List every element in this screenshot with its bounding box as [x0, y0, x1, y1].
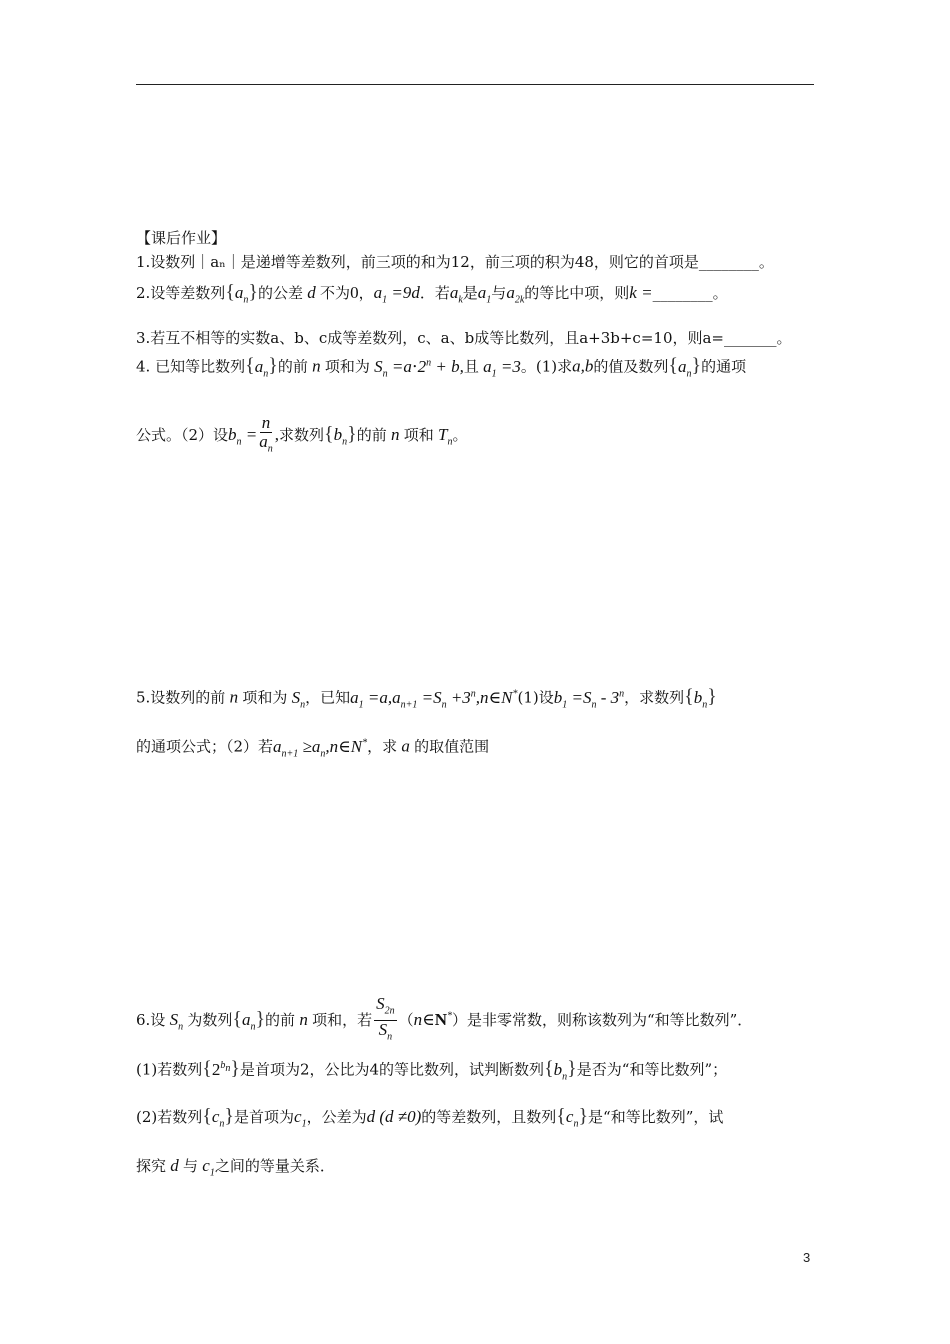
math: $a_{2k}$: [506, 283, 525, 306]
math: d (d ≠0): [366, 1107, 422, 1126]
math: $2^{b_n}$: [211, 1059, 231, 1079]
math: $a_n$: [234, 283, 249, 306]
math: $b_n$: [693, 687, 708, 711]
math: $a_k$: [449, 283, 463, 306]
question-4: 4. 已知等比数列$\{a_n\}$的前 n 项和为 $S_n =a\cdot 2^n + b$,且 $a_1 =3$。(1)求a,b的值及数列$\{a_n\}$的通项: [136, 354, 747, 380]
math: $b_n$ =: [228, 425, 258, 448]
math: a,b: [572, 356, 594, 376]
math: n: [386, 425, 404, 445]
math: n∈N*: [413, 1009, 452, 1029]
q2-text: 2.设等差数列: [136, 284, 226, 302]
math: $b_n$: [553, 1059, 568, 1083]
math: $b_n$: [333, 425, 348, 448]
math: $b_1 =S_n - 3^n$: [553, 687, 625, 711]
math: $a_n$: [678, 356, 692, 380]
math: $S_n$: [165, 1009, 184, 1033]
math: $a_1 =3$: [478, 356, 521, 380]
math: n: [307, 356, 325, 376]
math: $c_1$: [198, 1156, 215, 1179]
section-title: 【课后作业】: [136, 229, 227, 247]
math: $a_n$: [241, 1009, 256, 1033]
brace: {: [225, 281, 235, 303]
math: $a_n$: [254, 356, 269, 380]
math: 0: [350, 283, 359, 302]
fraction: $\frac{S_{2n}}{S_n}$: [376, 994, 395, 1043]
math: $c_n$: [565, 1107, 579, 1130]
math: $c_n$: [211, 1107, 225, 1130]
math: $a_{n+1}$ $\ge a_n,n\in N^*$: [273, 736, 368, 760]
math: a: [397, 736, 415, 756]
question-6-part-2: (2)若数列$\{c_n\}$是首项为$c_1$，公差为d (d ≠0)的等差数列，且数列$\{c_n\}$是“和等比数列”，试: [136, 1105, 724, 1130]
math: k =: [629, 283, 653, 302]
math: $T_n$: [433, 425, 453, 448]
math: d: [303, 283, 321, 302]
math: $a_1 =9d$: [373, 283, 420, 306]
math: $c_1$: [294, 1107, 307, 1130]
question-2: 2.设等差数列$\{a_n\}$的公差 d 不为0，$a_1 =9d$．若$a_k$是$a_1$与$a_{2k}$的等比中项，则k =________。: [136, 281, 728, 306]
question-5: 5.设数列的前 n 项和为 $S_n$，已知$a_1 =a,a_{n+1} =S_n$ $+3^n,n\in N^*(1)$设$b_1 =S_n - 3^n$，求数列$\{b_n\}$: [136, 685, 717, 711]
math: $S_n =a\cdot 2^n + b$,: [369, 356, 464, 380]
math: n: [295, 1009, 313, 1029]
math: n: [225, 687, 243, 707]
question-3: 3.若互不相等的实数a、b、c成等差数列，c、a、b成等比数列，且a+3b+c=10，则a=_______。: [136, 329, 792, 347]
question-1: 1.设数列｜aₙ｜是递增等差数列，前三项的和为12，前三项的积为48，则它的首项是________。: [136, 253, 774, 271]
question-6-part-1: (1)若数列$\{2^{b_n}\}$是首项为2，公比为4的等比数列，试判断数列$\{b_n\}$是否为“和等比数列”；: [136, 1057, 728, 1083]
question-6-part-2-cont: 探究 d 与 $c_1$之间的等量关系．: [136, 1156, 335, 1179]
math: $a_1 =a,a_{n+1} =S_n$ $+3^n,n\in N^*$: [350, 687, 518, 711]
math: d: [166, 1156, 184, 1175]
question-6: 6.设 $S_n$ 为数列$\{a_n\}$的前 n 项和，若 $\frac{S_{2n}}{S_n}$ （n∈N*）是非零常数，则称该数列为“和等比数列”．: [136, 995, 752, 1047]
math: $S_n$: [287, 687, 306, 711]
header-rule: [136, 84, 814, 85]
question-5-cont: 的通项公式；（2）若$a_{n+1}$ $\ge a_n,n\in N^*$，求 a 的取值范围: [136, 736, 490, 760]
page-number: 3: [803, 1250, 811, 1265]
fraction: $\frac{n}{a_n}$: [259, 413, 273, 455]
math: $a_1$: [477, 283, 492, 306]
question-4-cont: 公式。（2）设$b_n$ = $\frac{n}{a_n}$ ,求数列$\{b_n\}$的前 n 项和 $T_n$。: [136, 414, 468, 458]
